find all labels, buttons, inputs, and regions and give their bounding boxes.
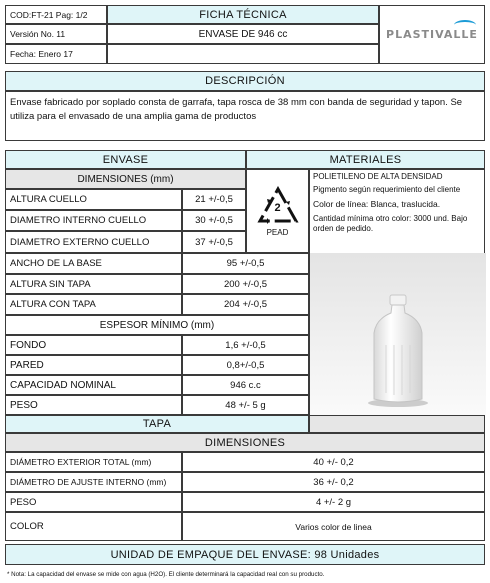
table-row-label bbox=[5, 189, 182, 210]
material-line: POLIETILENO DE ALTA DENSIDAD bbox=[313, 172, 443, 181]
espesor-header bbox=[5, 315, 309, 335]
empaque-banner bbox=[5, 544, 485, 565]
table-row-value bbox=[182, 253, 309, 274]
row-label: DIÁMETRO DE AJUSTE INTERNO (mm) bbox=[10, 477, 167, 487]
product-image-frame bbox=[309, 253, 485, 415]
row-value: 4 +/- 2 g bbox=[315, 496, 352, 508]
materiales-title: MATERIALES bbox=[329, 153, 402, 166]
company-logo bbox=[386, 28, 478, 41]
header-blank-cell bbox=[107, 44, 379, 64]
row-value: 37 +/-0,5 bbox=[195, 236, 233, 248]
description-header bbox=[5, 71, 485, 91]
materiales-header bbox=[246, 150, 485, 169]
espesor-title: ESPESOR MÍNIMO (mm) bbox=[99, 319, 215, 331]
row-label: ALTURA SIN TAPA bbox=[10, 278, 91, 290]
row-label: ALTURA CUELLO bbox=[10, 194, 87, 205]
row-value: 21 +/-0,5 bbox=[195, 194, 233, 205]
logo-text: PLASTIVALLE bbox=[386, 28, 478, 41]
document-title-cell bbox=[107, 5, 379, 24]
empaque-text: UNIDAD DE EMPAQUE DEL ENVASE: 98 Unidades bbox=[110, 548, 380, 561]
table-row-label bbox=[5, 294, 182, 315]
dimensiones-header bbox=[5, 169, 246, 189]
recycle-label: PEAD bbox=[266, 227, 289, 237]
row-label: PARED bbox=[10, 359, 44, 371]
tapa-header-right bbox=[309, 415, 485, 433]
table-row-value bbox=[182, 355, 309, 375]
dimensiones-title: DIMENSIONES (mm) bbox=[77, 173, 174, 185]
row-label: DIAMETRO INTERNO CUELLO bbox=[10, 215, 147, 226]
materiales-description bbox=[309, 169, 485, 253]
envase-header bbox=[5, 150, 246, 169]
product-name-cell bbox=[107, 24, 379, 44]
row-value: 30 +/-0,5 bbox=[195, 215, 233, 226]
material-line: Cantidad mínima otro color: 3000 und. Bajo orden de pedido. bbox=[313, 213, 468, 233]
description-title: DESCRIPCIÓN bbox=[205, 75, 285, 87]
table-row-label bbox=[5, 355, 182, 375]
material-line: Pigmento según requerimiento del cliente bbox=[313, 185, 461, 194]
logo-cell bbox=[379, 5, 485, 64]
row-label: PESO bbox=[10, 399, 38, 411]
table-row-value bbox=[182, 335, 309, 355]
bottle-image bbox=[310, 253, 486, 415]
product-name: ENVASE DE 946 cc bbox=[198, 28, 288, 40]
tapa-dimensiones-title: DIMENSIONES bbox=[204, 436, 286, 449]
description-body bbox=[5, 91, 485, 141]
envase-title: ENVASE bbox=[102, 153, 149, 166]
table-row-label bbox=[5, 253, 182, 274]
row-value: 204 +/-0,5 bbox=[223, 299, 268, 310]
version-cell bbox=[5, 24, 107, 44]
table-row-value bbox=[182, 294, 309, 315]
table-row-value bbox=[182, 512, 485, 541]
table-row-label bbox=[5, 472, 182, 492]
document-title: FICHA TÉCNICA bbox=[199, 8, 287, 21]
row-label: PESO bbox=[10, 496, 37, 508]
code-cell bbox=[5, 5, 107, 24]
row-value: 48 +/- 5 g bbox=[225, 399, 266, 411]
row-value: 40 +/- 0,2 bbox=[313, 456, 354, 468]
footnote-text: * Nota: La capacidad del envase se mide con agua (H2O). El cliente determinará la capacidad real con su producto. bbox=[7, 571, 325, 578]
row-value: 36 +/- 0,2 bbox=[313, 476, 354, 488]
date-text: Fecha: Enero 17 bbox=[10, 49, 73, 59]
table-row-label bbox=[5, 335, 182, 355]
row-value: 0,8+/-0,5 bbox=[226, 359, 265, 371]
table-row-label bbox=[5, 231, 182, 253]
table-row-value bbox=[182, 375, 309, 395]
table-row-label bbox=[5, 274, 182, 294]
table-row-value bbox=[182, 210, 246, 231]
table-row-value bbox=[182, 231, 246, 253]
table-row-value bbox=[182, 274, 309, 294]
version-text: Versión No. 11 bbox=[10, 29, 66, 39]
table-row-label bbox=[5, 512, 182, 541]
row-label: DIÁMETRO EXTERIOR TOTAL (mm) bbox=[10, 457, 152, 467]
tapa-header bbox=[5, 415, 309, 433]
tapa-title: TAPA bbox=[142, 418, 172, 430]
row-label: ALTURA CON TAPA bbox=[10, 299, 96, 310]
row-value: 1,6 +/-0,5 bbox=[225, 339, 266, 351]
table-row-label bbox=[5, 210, 182, 231]
footnote bbox=[7, 571, 485, 582]
row-value: 200 +/-0,5 bbox=[223, 278, 268, 290]
row-value: Varios color de linea bbox=[295, 521, 372, 532]
code-text: COD:FT-21 Pag: 1/2 bbox=[10, 9, 88, 20]
logo-swoosh-icon bbox=[454, 20, 476, 30]
row-value: 95 +/-0,5 bbox=[226, 258, 265, 269]
table-row-label bbox=[5, 452, 182, 472]
table-row-label bbox=[5, 492, 182, 512]
description-text: Envase fabricado por soplado consta de garrafa, tapa rosca de 38 mm con banda de seguridad y tapon. Se utiliza para el envasado de una amplia gama de productos bbox=[10, 97, 463, 123]
row-label: COLOR bbox=[10, 521, 44, 532]
table-row-value bbox=[182, 189, 246, 210]
table-row-label bbox=[5, 395, 182, 415]
table-row-label bbox=[5, 375, 182, 395]
row-label: ANCHO DE LA BASE bbox=[10, 258, 102, 269]
date-cell bbox=[5, 44, 107, 64]
row-value: 946 c.c bbox=[230, 379, 261, 391]
recycle-number: 2 bbox=[274, 202, 281, 214]
row-label: CAPACIDAD NOMINAL bbox=[10, 379, 116, 391]
material-line: Color de línea: Blanca, traslucida. bbox=[313, 199, 441, 209]
table-row-value bbox=[182, 395, 309, 415]
table-row-value bbox=[182, 492, 485, 512]
tapa-dimensiones-header bbox=[5, 433, 485, 452]
table-row-value bbox=[182, 472, 485, 492]
row-label: DIAMETRO EXTERNO CUELLO bbox=[10, 236, 150, 248]
table-row-value bbox=[182, 452, 485, 472]
row-label: FONDO bbox=[10, 339, 47, 351]
recycle-cell bbox=[246, 169, 309, 253]
